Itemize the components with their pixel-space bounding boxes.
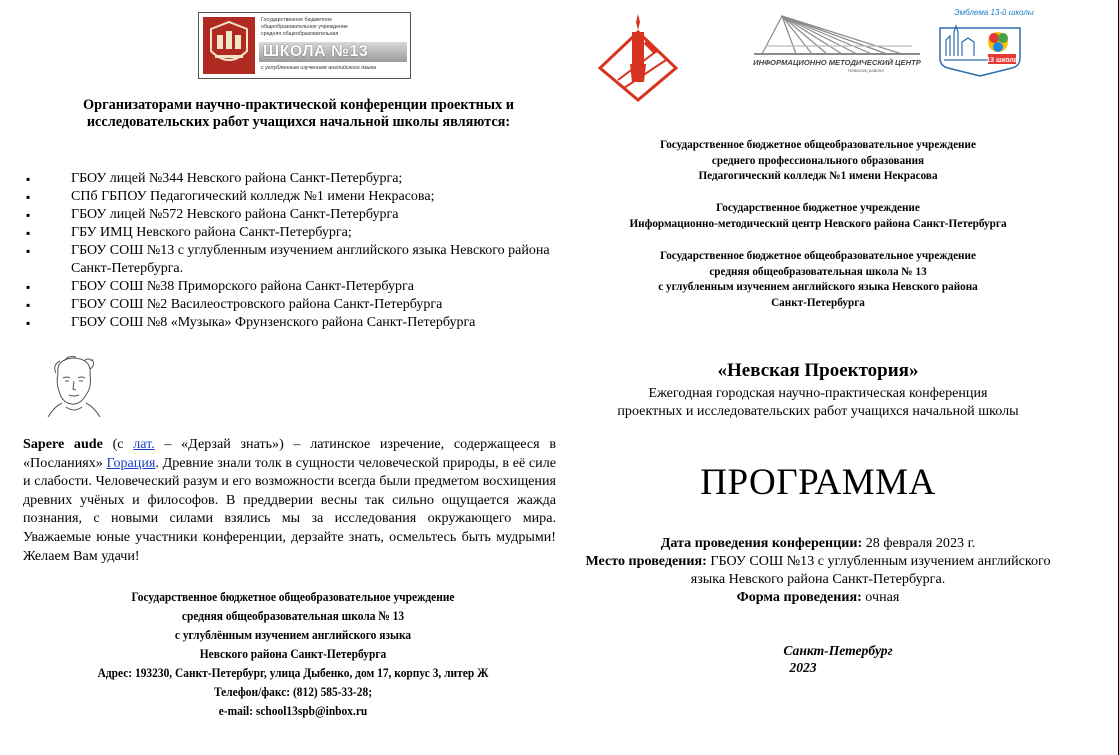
sapere-text-3: . Древние знали толк в сущности человеческой природы, в её силе и слабости. Человеческий разум и его возможности всегда были предметом восхищения древних учёных и философов. В преддверии весны так сильно ощущается жажда познания, с новыми силами взялись мы за исследования окружающего мира. Уважаемые юные участники конференции, дерзайте знать, осмельтесь быть мудрыми! Желаем Вам удачи! [23, 454, 556, 564]
list-item: ▪ ГБУ ИМЦ Невского района Санкт-Петербурга; [26, 224, 566, 242]
conference-subtitle-line: Ежегодная городская научно-практическая конференция [648, 385, 988, 401]
emblem-picture-icon [934, 8, 1026, 80]
imc-logo-subtext: Невского района [848, 68, 884, 73]
latin-link[interactable]: лат. [133, 436, 155, 452]
contact-line: с углублённым изучением английского языка [174, 627, 412, 642]
form-label: Форма проведения: [736, 589, 862, 605]
logo-line-1: Государственное бюджетное [261, 17, 333, 23]
contact-line: Государственное бюджетное общеобразовательное учреждение [131, 589, 455, 604]
list-item: ▪ ГБОУ СОШ №13 с углубленным изучением английского языка Невского района Санкт-Петербурга. [26, 242, 566, 278]
program-heading: ПРОГРАММА [700, 462, 936, 503]
school13-logo [198, 12, 411, 79]
date-label: Дата проведения конференции: [660, 535, 863, 551]
imc-logo [752, 12, 922, 76]
horace-portrait-icon [44, 355, 102, 421]
college-logo-icon [596, 10, 681, 102]
institution-school13 [578, 249, 1058, 311]
institution-line: средняя общеобразовательная школа № 13 [709, 265, 927, 278]
institution-line: Государственное бюджетное общеобразовательное учреждение [660, 139, 976, 151]
logo-bottom-text: с углубленным изучением английского языка [261, 65, 377, 71]
date-row [578, 534, 1058, 552]
logo-line-3: средняя общеобразовательная [261, 31, 339, 37]
date-value: 28 февраля 2023 г. [862, 535, 976, 551]
city-year-block [578, 642, 1098, 676]
sapere-text-2: – «Дерзай знать») – латинское изречение, содержащееся в «Посланиях» [23, 436, 556, 471]
sapere-text-1: (с [102, 436, 134, 452]
list-item: ▪ ГБОУ СОШ №2 Василеостровского района Санкт-Петербурга [26, 296, 566, 314]
place-value: ГБОУ СОШ №13 с углубленным изучением английского языка Невского района Санкт-Петербурга. [690, 553, 1051, 587]
bridge-icon [752, 12, 922, 58]
institution-line: Информационно-методический центр Невского района Санкт-Петербурга [629, 217, 1007, 230]
year: 2023 [789, 660, 817, 675]
list-item: ▪ ГБОУ лицей №344 Невского района Санкт-Петербурга; [26, 170, 566, 188]
imc-logo-text: ИНФОРМАЦИОННО МЕТОДИЧЕСКИЙ ЦЕНТР [753, 58, 921, 67]
list-item: ▪ ГБОУ СОШ №38 Приморского района Санкт-Петербурга [26, 278, 566, 296]
conference-subtitle-line: проектных и исследовательских работ учащихся начальной школы [617, 403, 1019, 419]
horace-link[interactable]: Горация [106, 454, 156, 471]
institution-line: Государственное бюджетное общеобразовательное учреждение [660, 250, 976, 262]
sapere-aude-paragraph [23, 435, 556, 565]
institution-line: с углубленным изучением английского языка Невского района [658, 281, 978, 294]
emblem-badge-text: 13 школа [986, 57, 1018, 64]
school-crest-icon [203, 17, 255, 74]
institution-line: Педагогический колледж №1 имени Некрасова [698, 170, 938, 183]
list-item: ▪ СПб ГБПОУ Педагогический колледж №1 имени Некрасова; [26, 188, 566, 206]
list-item: ▪ ГБОУ СОШ №8 «Музыка» Фрунзенского района Санкт-Петербурга [26, 314, 566, 332]
organizers-heading: Организаторами научно-практической конференции проектных и исследовательских работ учащихся начальной школы являются: [83, 97, 514, 130]
institution-line: Санкт-Петербурга [771, 296, 865, 309]
city-name: Санкт-Петербург [783, 643, 893, 658]
institution-line: среднего профессионального образования [711, 154, 925, 167]
contact-address: Адрес: 193230, Санкт-Петербург, улица Дыбенко, дом 17, корпус 3, литер Ж [97, 665, 489, 680]
emblem-title: Эмблема 13-й школы [954, 8, 1034, 17]
logo-school-name: ШКОЛА №13 [263, 43, 369, 60]
contact-line: Невского района Санкт-Петербурга [199, 646, 387, 661]
sapere-phrase: Sapere aude [23, 436, 103, 452]
form-row [578, 588, 1058, 606]
place-row [578, 552, 1058, 588]
institution-imc [578, 201, 1058, 232]
contact-phone: Телефон/факс: (812) 585-33-28; [213, 684, 373, 699]
school-contact-block [86, 587, 500, 720]
contact-line: средняя общеобразовательная школа № 13 [181, 608, 405, 623]
school13-emblem [934, 8, 1034, 80]
institution-college [578, 138, 1058, 185]
conference-subtitle [568, 384, 1068, 420]
form-value: очная [861, 589, 900, 605]
conference-title: «Невская Проектория» [717, 360, 919, 381]
contact-email: e-mail: school13spb@inbox.ru [218, 703, 368, 718]
institution-line: Государственное бюджетное учреждение [716, 202, 920, 214]
organizers-list [26, 170, 566, 332]
conference-details [578, 534, 1058, 606]
logo-line-2: общеобразовательное учреждение [261, 24, 348, 30]
place-label: Место проведения: [585, 553, 707, 569]
list-item: ▪ ГБОУ лицей №572 Невского района Санкт-Петербурга [26, 206, 566, 224]
